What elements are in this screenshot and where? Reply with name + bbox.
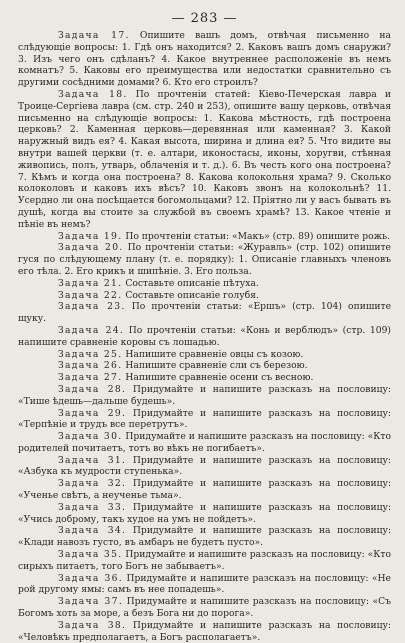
task-text: Придумайте и напишите разсказъ на пословицу: «Ученье свѣтъ, а неученье тьма». <box>18 478 392 502</box>
task-text: Напишите сравненіе овцы съ козою. <box>125 348 304 360</box>
task-text: По прочтеніи статьи: «Журавль» (стр. 102) опишите гуся по слѣдующему плану (т. е. порядку): 1. Описаніе главныхъ членовъ его тѣла. 2. Его крикъ и шипѣніе. 3. Его польза. <box>18 242 391 277</box>
task-label: Задача 31. <box>58 454 127 466</box>
task-32 <box>18 478 391 502</box>
task-label: Задача 28. <box>58 383 127 395</box>
task-18 <box>18 89 391 231</box>
task-label: Задача 33. <box>58 501 127 513</box>
task-label: Задача 24. <box>58 324 125 336</box>
task-text: Составьте описаніе пѣтуха. <box>125 277 259 289</box>
task-37 <box>18 596 391 620</box>
task-label: Задача 32. <box>58 478 127 490</box>
task-label: Задача 27. <box>58 372 123 384</box>
task-22 <box>18 290 391 302</box>
task-label: Задача 29. <box>58 407 127 419</box>
task-19 <box>18 231 391 243</box>
task-25 <box>18 349 391 361</box>
task-29 <box>18 408 391 432</box>
page-number: — 283 — <box>171 11 238 26</box>
task-text: Напишите сравненіе осени съ весною. <box>125 372 314 384</box>
task-label: Задача 18. <box>58 88 128 100</box>
task-text: Придумайте и напишите разсказъ на пословицу: «Терпѣніе и трудъ все перетрутъ». <box>18 407 392 431</box>
task-text: По прочтеніи статей: Кіево-Печерская лавра и Троице-Сергіева лавра (см. стр. 240 и 253), опишите вашу церковь, отвѣчая письменно на слѣдующіе вопросы: 1. Какова мѣстность, гдѣ построена церковь? 2. Каменная церковь—деревянная или каменная? 3. Какой наружный видъ ея? 4. Какая высота, ширина и длина ея? 5. Что видите вы внутри вашей церкви (т. е. алтари, иконостасы, иконы, хоругви, стѣнная живопись, полъ, утварь, облаченія и т. д.). 6. Въ честь кого она построена? 7. Кѣмъ и когда она построена? 8. Какова колокольня храма? 9. Сколько колоколовъ и каковъ ихъ вѣсъ? 10. Каковъ звонъ на колокольнѣ? 11. Усердно ли она посѣщается богомольцами? 12. Пріятно ли у васъ бывать въ душѣ, когда вы стоите за службой въ своемъ храмѣ? 13. Какое чтеніе и пѣніе въ немъ? <box>18 88 392 230</box>
task-23 <box>18 301 391 325</box>
task-33 <box>18 502 391 526</box>
task-text: Придумайте и напишите разсказъ на пословицу: «Съ Богомъ хоть за море, а безъ Бога ни до порога». <box>18 596 392 620</box>
task-27 <box>18 372 391 384</box>
page-body <box>18 30 391 643</box>
task-label: Задача 34. <box>58 525 127 537</box>
task-label: Задача 19. <box>58 230 123 242</box>
task-label: Задача 23. <box>58 301 126 313</box>
task-label: Задача 38. <box>58 619 127 631</box>
task-text: Придумайте и напишите разсказъ на пословицу: «Тише ѣдешь—дальше будешь». <box>18 383 392 407</box>
task-text: Напишите сравненіе сли съ березою. <box>125 360 308 372</box>
task-24 <box>18 325 391 349</box>
task-text: По прочтеніи статьи: «Макъ» (стр. 89) опишите рожь. <box>125 230 391 242</box>
task-text: Придумайте и напишите разсказъ на пословицу: «Человѣкъ предполагаетъ, а Богъ располагаетъ». <box>18 619 392 643</box>
task-20 <box>18 242 391 277</box>
task-text: Придумайте и напишите разсказъ на пословицу: «Азбука къ мудрости ступенька». <box>18 454 392 478</box>
task-31 <box>18 455 391 479</box>
task-17 <box>18 30 391 89</box>
task-label: Задача 36. <box>58 572 123 584</box>
task-34 <box>18 525 391 549</box>
task-label: Задача 26. <box>58 360 123 372</box>
task-label: Задача 30. <box>58 431 123 443</box>
task-label: Задача 20. <box>58 242 124 254</box>
task-label: Задача 25. <box>58 348 123 360</box>
task-text: Придумайте и напишите разсказъ на пословицу: «Кто родителей почитаетъ, тотъ во вѣкъ не погибаетъ». <box>18 431 392 454</box>
task-text: Придумайте и напишите разсказъ на пословицу: «Клади навозъ густо, въ амбаръ не будетъ пусто». <box>18 525 392 549</box>
task-label: Задача 21. <box>58 277 123 289</box>
task-text: Придумайте и напишите разсказъ на пословицу: «Не рой другому ямы: самъ въ нее попадешь». <box>18 572 391 596</box>
task-label: Задача 35. <box>58 549 123 561</box>
task-36 <box>18 573 391 597</box>
task-text: Опишите вашъ домъ, отвѣчая письменно на слѣдующіе вопросы: 1. Гдѣ онъ находится? 2. Каковъ вашъ домъ снаружи? 3. Изъ чего онъ сдѣланъ? 4. Какое внутреннее расположеніе въ немъ комнатъ? 5. Каковы его преимущества или недостатки сравнительно съ другими сосѣдними домами? 6. Кто его строилъ? <box>18 30 392 89</box>
task-35 <box>18 549 391 573</box>
task-text: По прочтеніи статьи: «Конь и верблюдъ» (стр. 109) напишите сравненіе коровы съ лошадью. <box>18 324 392 348</box>
task-text: Придумайте и напишите разсказъ на пословицу: «Учись доброму, такъ худое на умъ не пойдетъ». <box>18 501 392 525</box>
task-label: Задача 17. <box>58 30 130 41</box>
task-26 <box>18 360 391 372</box>
task-label: Задача 22. <box>58 289 123 301</box>
task-label: Задача 37. <box>58 596 124 608</box>
task-text: Составьте описаніе голубя. <box>125 289 259 301</box>
task-28 <box>18 384 391 408</box>
task-text: Придумайте и напишите разсказъ на пословицу: «Кто сирыхъ питаетъ, того Богъ не забываетъ». <box>18 549 392 572</box>
task-30 <box>18 431 391 455</box>
task-21 <box>18 278 391 290</box>
task-text: По прочтеніи статьи: «Ершъ» (стр. 104) опишите щуку. <box>18 301 392 325</box>
task-38 <box>18 620 391 643</box>
